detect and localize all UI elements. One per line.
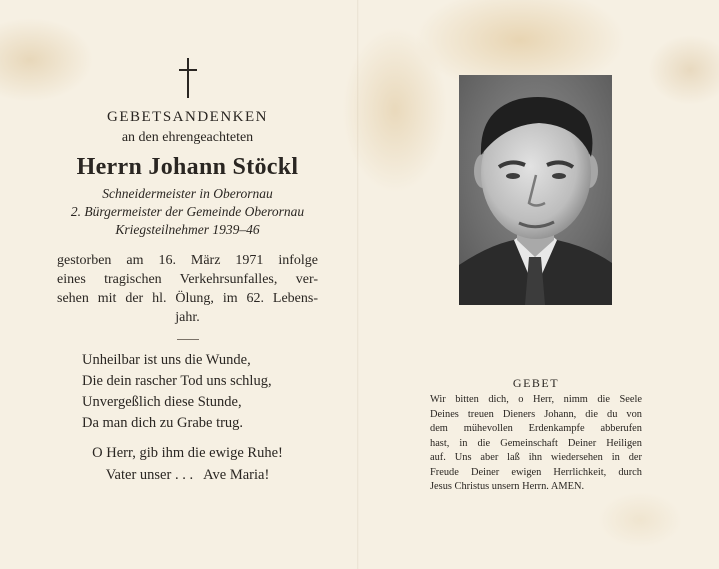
card-fold	[357, 0, 359, 569]
prayer-line: hast, in die Gemeinschaft Deiner Heiligen	[430, 437, 642, 449]
prayer-line: auf. Uns aber laß ihn wiedersehen in der	[430, 452, 642, 463]
prayer-panel	[430, 376, 642, 495]
role-line: Schneidermeister in Oberornau	[102, 186, 273, 201]
poem-line: Die dein rascher Tod uns schlug,	[82, 373, 272, 389]
card-title: GEBETSANDENKEN	[107, 109, 268, 125]
left-panel	[55, 58, 320, 486]
prayer-line: dem mühevollen Erdenkampfe abberufen	[430, 423, 642, 434]
death-line: eines tragischen Verkehrsunfalles, ver-	[57, 272, 318, 287]
portrait-icon	[459, 75, 612, 305]
closing-line: Vater unser . . . Ave Maria!	[105, 467, 270, 483]
prayer-line: Wir bitten dich, o Herr, nimm die Seele	[430, 394, 642, 405]
death-line: jahr.	[175, 310, 200, 325]
death-notice	[55, 251, 320, 327]
prayer-title: GEBET	[512, 376, 560, 390]
prayer-line: Jesus Christus unsern Herrn. AMEN.	[430, 481, 585, 492]
prayer-line: Freude Deiner ewigen Herrlichkeit, durch	[430, 466, 642, 478]
death-line: sehen mit der hl. Ölung, im 62. Lebens-	[57, 291, 318, 306]
poem-line: Unheilbar ist uns die Wunde,	[82, 352, 251, 368]
poem	[55, 350, 320, 434]
deceased-name: Herrn Johann Stöckl	[76, 154, 299, 180]
poem-line: Unvergeßlich diese Stunde,	[82, 394, 242, 410]
portrait-photo	[459, 75, 612, 305]
roles-block	[55, 185, 320, 239]
role-line: Kriegsteilnehmer 1939–46	[115, 222, 260, 237]
role-line: 2. Bürgermeister der Gemeinde Oberornau	[70, 204, 305, 219]
prayer-line: Deines treuen Dieners Johann, die du von	[430, 408, 642, 420]
divider	[177, 339, 199, 340]
card-subtitle: an den ehrengeachteten	[121, 130, 254, 145]
prayer-text	[430, 393, 642, 495]
cross-icon	[177, 58, 199, 98]
closing-prayer	[55, 442, 320, 486]
death-line: gestorben am 16. März 1971 infolge	[57, 253, 318, 268]
poem-line: Da man dich zu Grabe trug.	[82, 415, 244, 431]
closing-line: O Herr, gib ihm die ewige Ruhe!	[92, 445, 283, 461]
